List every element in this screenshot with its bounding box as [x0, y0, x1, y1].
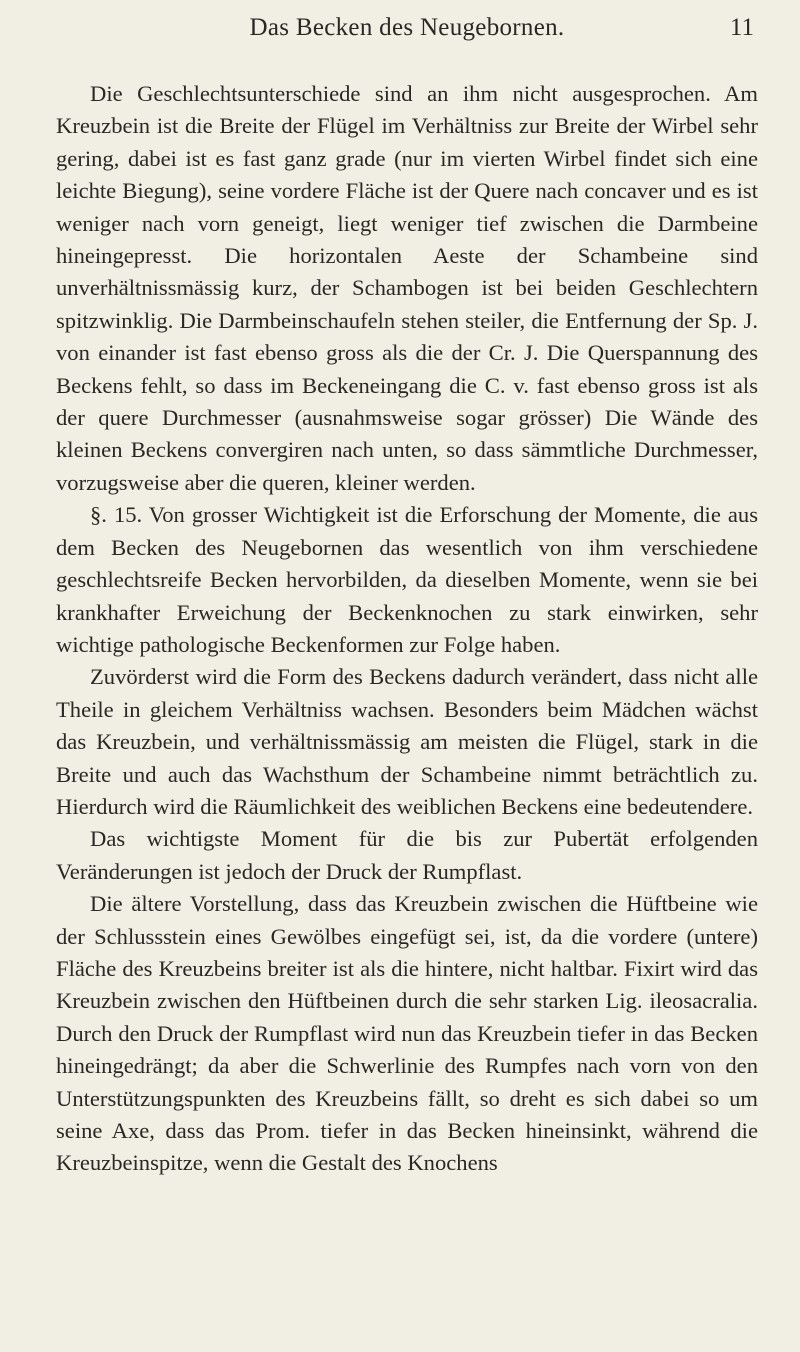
page-number: 11 [729, 14, 754, 41]
running-head [56, 0, 758, 64]
running-title: Das Becken des Neugebornen. [249, 14, 565, 41]
body-text [56, 78, 758, 1180]
paragraph-rumpflast: Das wichtigste Moment für die bis zur Pubertät erfolgenden Veränderungen ist jedoch der Druck der Rumpflast. [56, 826, 758, 884]
paragraph-section-15: §. 15. Von grosser Wichtigkeit ist die Erforschung der Momente, die aus dem Becken des Neugebornen das wesentlich von ihm verschiedene geschlechtsreife Becken hervorbilden, da dieselben Momente, wenn sie bei krankhafter Erweichung der Beckenknochen zu stark einwirken, sehr wichtige pathologische Beckenformen zur Folge haben. [56, 502, 758, 657]
paragraph-wachsthum: Zuvörderst wird die Form des Beckens dadurch verändert, dass nicht alle Theile in gleichem Verhältniss wachsen. Besonders beim Mädchen wächst das Kreuzbein, und verhältnissmässig am meisten die Flügel, stark in die Breite und auch das Wachsthum der Schambeine nimmt beträchtlich zu. Hierdurch wird die Räumlichkeit des weiblichen Beckens eine bedeutendere. [56, 664, 758, 819]
paragraph-geschlechtsunterschiede: Die Geschlechtsunterschiede sind an ihm nicht ausgesprochen. Am Kreuzbein ist die Breite der Flügel im Verhältniss zur Breite der Wirbel sehr gering, dabei ist es fast ganz grade (nur im vierten Wirbel findet sich eine leichte Biegung), seine vordere Fläche ist der Quere nach concaver und es ist weniger nach vorn geneigt, liegt weniger tief zwischen die Darmbeine hineingepresst. Die horizontalen Aeste der Schambeine sind unverhältnissmässig kurz, der Schambogen ist bei beiden Geschlechtern spitzwinklig. Die Darmbeinschaufeln stehen steiler, die Entfernung der Sp. J. von einander ist fast ebenso gross als die der Cr. J. Die Querspannung des Beckens fehlt, so dass im Beckeneingang die C. v. fast ebenso gross ist als der quere Durchmesser (ausnahmsweise sogar grösser) Die Wände des kleinen Beckens convergiren nach unten, so dass sämmtliche Durchmesser, vorzugsweise aber die queren, kleiner werden. [56, 81, 758, 495]
paragraph-kreuzbein: Die ältere Vorstellung, dass das Kreuzbein zwischen die Hüftbeine wie der Schlussstein eines Gewölbes eingefügt sei, ist, da die vordere (untere) Fläche des Kreuzbeins breiter ist als die hintere, nicht haltbar. Fixirt wird das Kreuzbein zwischen den Hüftbeinen durch die sehr starken Lig. ileosacralia. Durch den Druck der Rumpflast wird nun das Kreuzbein tiefer in das Becken hineingedrängt; da aber die Schwerlinie des Rumpfes nach vorn von den Unterstützungspunkten des Kreuzbeins fällt, so dreht es sich dabei so um seine Axe, dass das Prom. tiefer in das Becken hineinsinkt, während die Kreuzbeinspitze, wenn die Gestalt des Knochens [56, 891, 758, 1176]
